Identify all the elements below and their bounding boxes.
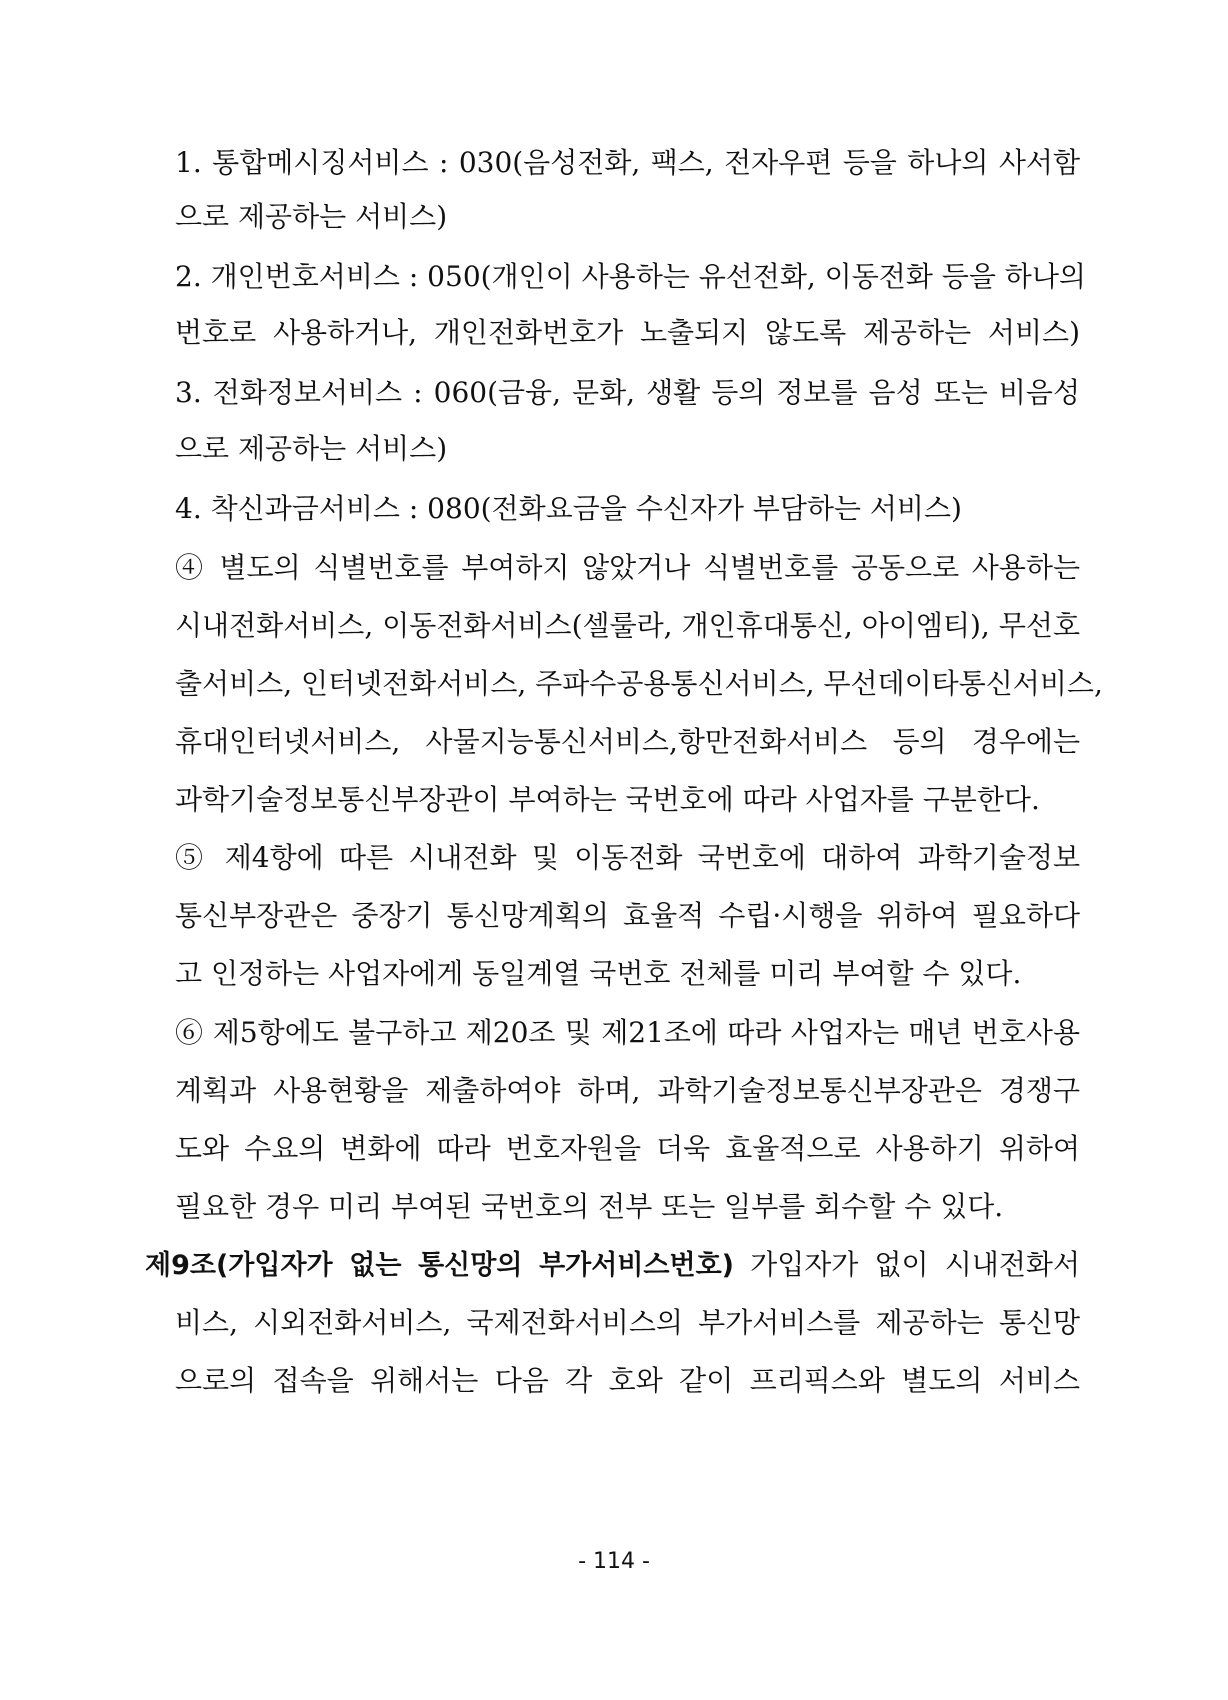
- article9-title: 제9조(가입자가 없는 통신망의 부가서비스번호): [145, 1250, 734, 1281]
- text-line-item2-b: 번호로 사용하거나, 개인전화번호가 노출되지 않도록 제공하는 서비스): [175, 316, 1080, 349]
- text-line-item3-a: 3. 전화정보서비스 : 060(금융, 문화, 생활 등의 정보를 음성 또는 비음성: [175, 376, 1080, 409]
- text-line-item4: 4. 착신과금서비스 : 080(전화요금을 수신자가 부담하는 서비스): [175, 492, 962, 525]
- text-line-para4-a: ④ 별도의 식별번호를 부여하지 않았거나 식별번호를 공동으로 사용하는: [175, 551, 1080, 584]
- article9-line-b: 비스, 시외전화서비스, 국제전화서비스의 부가서비스를 제공하는 통신망: [175, 1306, 1080, 1339]
- text-line-para6-a: ⑥ 제5항에도 불구하고 제20조 및 제21조에 따라 사업자는 매년 번호사용: [175, 1016, 1080, 1049]
- text-line-para6-d: 필요한 경우 미리 부여된 국번호의 전부 또는 일부를 회수할 수 있다.: [175, 1190, 1004, 1223]
- text-line-item1-b: 으로 제공하는 서비스): [175, 200, 448, 233]
- text-line-para4-b: 시내전화서비스, 이동전화서비스(셀룰라, 개인휴대통신, 아이엠티), 무선호: [175, 609, 1080, 642]
- article9-first-line-rest: 가입자가 없이 시내전화서: [734, 1248, 1080, 1281]
- text-line-item2-a: 2. 개인번호서비스 : 050(개인이 사용하는 유선전화, 이동전화 등을 하나의: [175, 260, 1086, 293]
- article9-first-line: [145, 1247, 1080, 1284]
- text-line-para4-e: 과학기술정보통신부장관이 부여하는 국번호에 따라 사업자를 구분한다.: [175, 783, 1040, 816]
- text-line-para4-c: 출서비스, 인터넷전화서비스, 주파수공용통신서비스, 무선데이타통신서비스,: [175, 667, 1103, 700]
- article9-line-c: 으로의 접속을 위해서는 다음 각 호와 같이 프리픽스와 별도의 서비스: [175, 1364, 1080, 1397]
- text-line-para6-c: 도와 수요의 변화에 따라 번호자원을 더욱 효율적으로 사용하기 위하여: [175, 1132, 1080, 1165]
- text-line-item3-b: 으로 제공하는 서비스): [175, 432, 448, 465]
- text-line-item1-a: 1. 통합메시징서비스 : 030(음성전화, 팩스, 전자우편 등을 하나의 사서함: [175, 146, 1080, 179]
- text-line-para6-b: 계획과 사용현황을 제출하여야 하며, 과학기술정보통신부장관은 경쟁구: [175, 1074, 1080, 1107]
- text-line-para5-a: ⑤ 제4항에 따른 시내전화 및 이동전화 국번호에 대하여 과학기술정보: [175, 841, 1080, 874]
- page-number: - 114 -: [578, 1549, 650, 1574]
- text-line-para5-b: 통신부장관은 중장기 통신망계획의 효율적 수립·시행을 위하여 필요하다: [175, 899, 1080, 932]
- text-line-para5-c: 고 인정하는 사업자에게 동일계열 국번호 전체를 미리 부여할 수 있다.: [175, 957, 1022, 990]
- text-line-para4-d: 휴대인터넷서비스, 사물지능통신서비스,항만전화서비스 등의 경우에는: [175, 725, 1080, 758]
